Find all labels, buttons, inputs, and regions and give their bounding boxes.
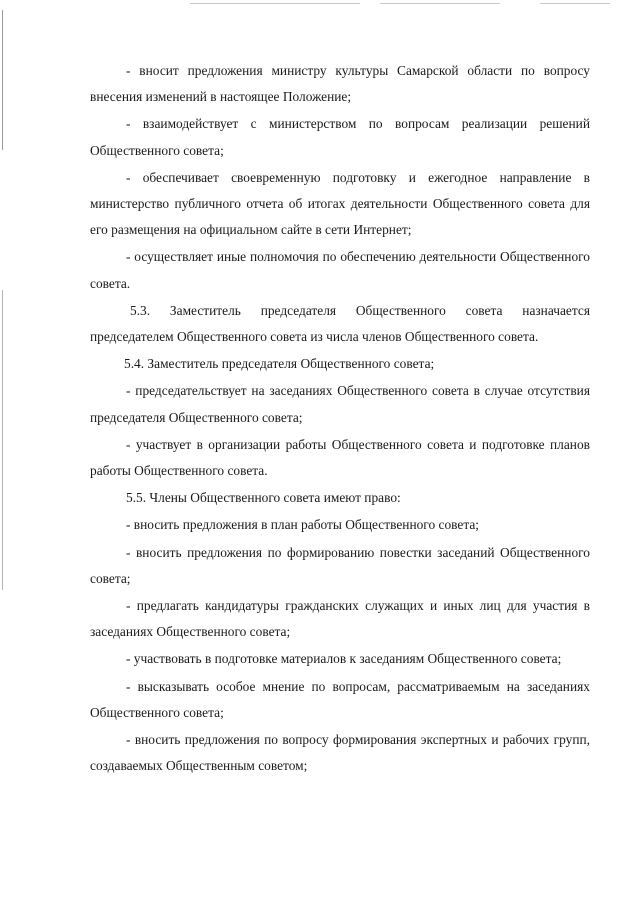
- scan-top-mark: [190, 3, 360, 4]
- paragraph: - осуществляет иные полномочия по обеспечению деятельности Общественного совета.: [90, 249, 590, 291]
- scan-top-mark: [540, 3, 610, 4]
- paragraph: - вносит предложения министру культуры Самарской области по вопросу внесения изменений в настоящее Положение;: [90, 63, 590, 105]
- paragraph: - участвовать в подготовке материалов к заседаниям Общественного совета;: [126, 651, 562, 667]
- paragraph: - вносить предложения по вопросу формирования экспертных и рабочих групп, создаваемых Общественным советом;: [90, 732, 590, 774]
- paragraph: - предлагать кандидатуры гражданских служащих и иных лиц для участия в заседаниях Общественного совета;: [90, 598, 590, 640]
- paragraph: - вносить предложения по формированию повестки заседаний Общественного совета;: [90, 544, 590, 586]
- paragraph: 5.4. Заместитель председателя Общественного совета;: [124, 356, 435, 372]
- document-body: [90, 58, 590, 780]
- scan-edge-mark: [2, 290, 3, 590]
- paragraph: - участвует в организации работы Общественного совета и подготовке планов работы Общественного совета.: [90, 436, 590, 479]
- paragraph: - вносить предложения в план работы Общественного совета;: [126, 517, 480, 533]
- paragraph: - председательствует на заседаниях Общественного совета в случае отсутствия председателя Общественного совета;: [90, 383, 590, 425]
- paragraph: - обеспечивает своевременную подготовку и ежегодное направление в министерство публичного отчета об итогах деятельности Общественного совета для его размещения на официальном сайте в сети Интернет;: [90, 169, 590, 238]
- paragraph: 5.3. Заместитель председателя Общественного совета назначается председателем Общественного совета из числа членов Общественного совета.: [90, 302, 590, 345]
- scan-edge-mark: [2, 10, 3, 150]
- scan-top-mark: [380, 3, 500, 4]
- paragraph: - высказывать особое мнение по вопросам, рассматриваемым на заседаниях Общественного совета;: [90, 678, 590, 720]
- paragraph: - взаимодействует с министерством по вопросам реализации решений Общественного совета;: [90, 116, 590, 158]
- paragraph: 5.5. Члены Общественного совета имеют право:: [126, 490, 401, 506]
